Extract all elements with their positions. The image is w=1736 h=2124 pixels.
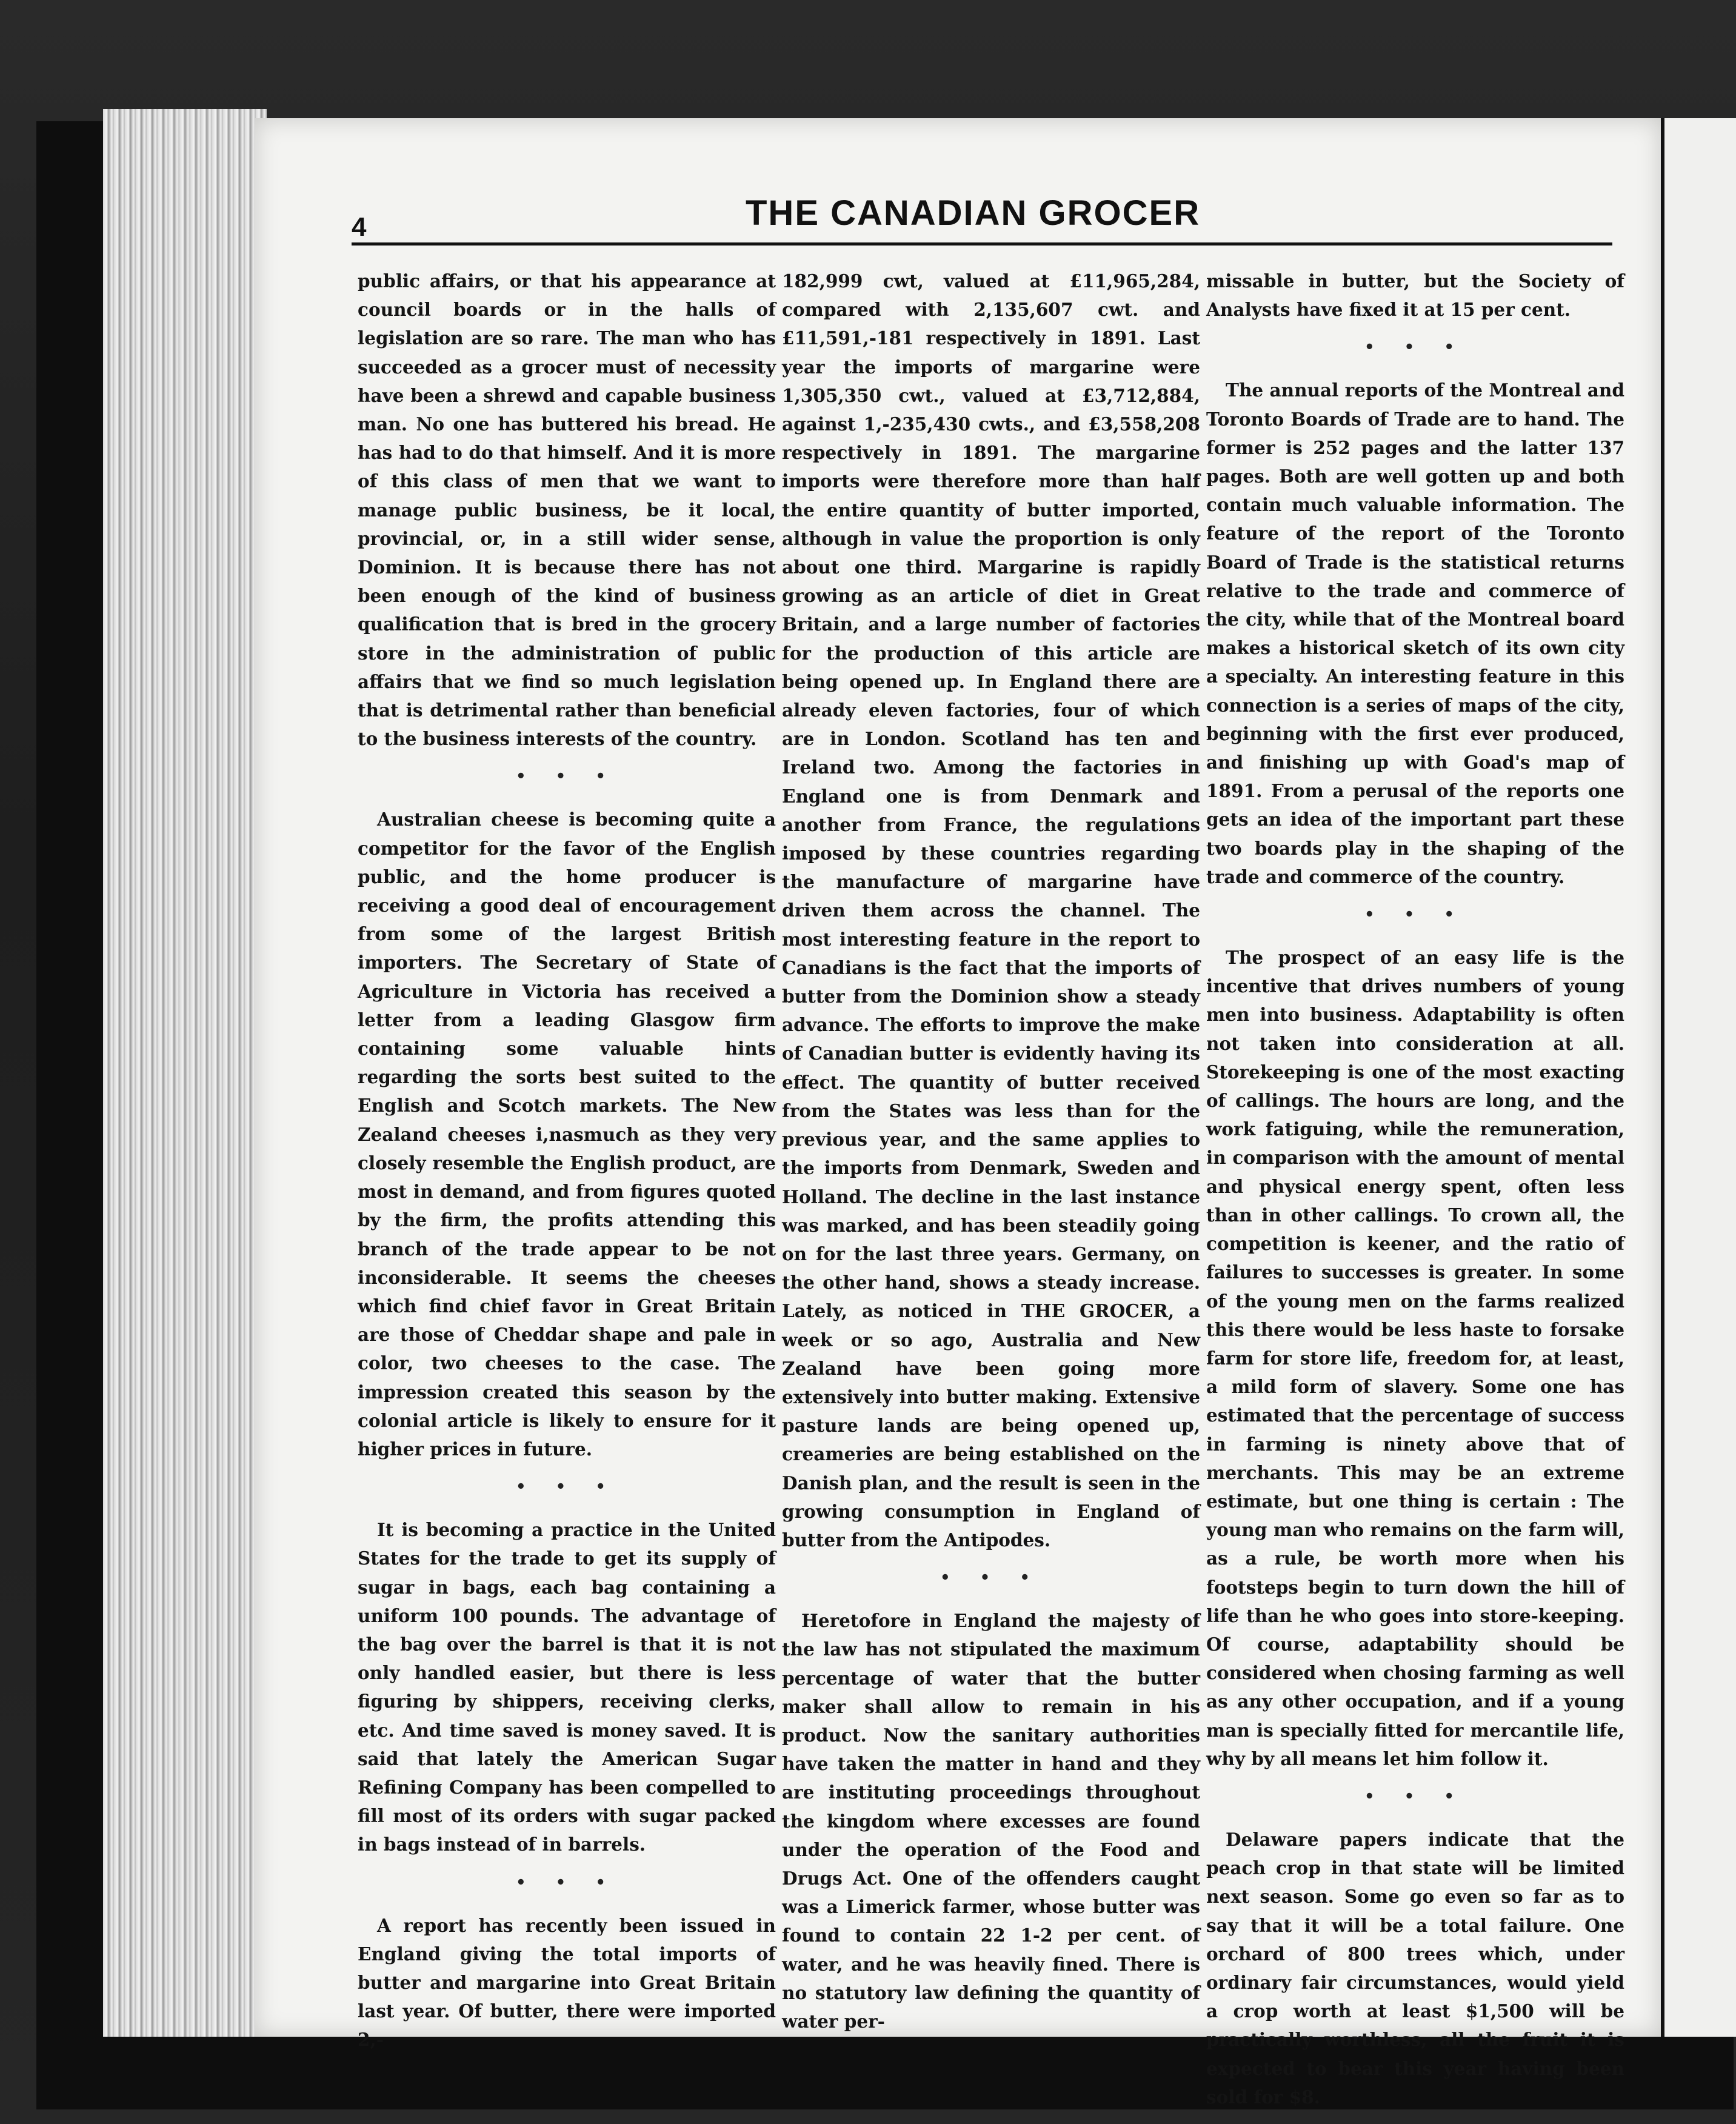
article-paragraph: The annual reports of the Montreal and Toronto Boards of Trade are to hand. The former is 252 pages and the latter 137 pages. Both are well gotten up and both contain much valuable information. The feature of the report of the Toronto Board of Trade is the statistical returns relative to the trade and commerce of the city, while that of the Montreal board makes a historical sketch of its own city a specialty. An interesting feature in this connection is a series of maps of the city, beginning with the first ever produced, and finishing up with Goad's map of 1891. From a perusal of the reports one gets an idea of the important part these two boards play in the shaping of the trade and commerce of the country. bbox=[1206, 379, 1624, 887]
section-separator: • • • bbox=[1364, 906, 1466, 924]
section-separator: • • • bbox=[516, 1478, 618, 1497]
section-separator: • • • bbox=[516, 767, 618, 786]
masthead-rule bbox=[352, 242, 1612, 245]
article-paragraph: missable in butter, but the Society of Analysts have fixed it at 15 per cent. bbox=[1206, 270, 1624, 321]
section-separator: • • • bbox=[940, 1569, 1042, 1588]
article-paragraph: Delaware papers indicate that the peach crop in that state will be limited next season. Some go even so far as to say that it will be a total failure. One orchard of 800 trees which, under ordinary fair circumstances, would yield a crop worth at least $1,500 will be practically worthless, all the fruit it is expected to bear this year having been sold for $8. bbox=[1206, 1828, 1624, 2108]
article-paragraph: Australian cheese is becoming quite a competitor for the favor of the English public, and the home producer is receiving a good deal of encouragement from some of the largest British importers. The Secretary of State of Agriculture in Victoria has received a letter from a leading Glasgow firm containing some valuable hints regarding the sorts best suited to the English and Scotch markets. The New Zealand cheeses i,nasmuch as they very closely resemble the English product, are most in demand, and from figures quoted by the firm, the profits attending this branch of the trade appear to be not inconsiderable. It seems the cheeses which find chief favor in Great Britain are those of Cheddar shape and pale in color, two cheeses to the case. The impression created this season by the colonial article is likely to ensure for it higher prices in future. bbox=[358, 809, 776, 1460]
article-column-1 bbox=[358, 267, 776, 2054]
article-paragraph: The prospect of an easy life is the incentive that drives numbers of young men into business. Adaptability is often not taken into consideration at all. Storekeeping is one of the most exacting of callings. The hours are long, and the work fatiguing, while the remuneration, in comparison with the amount of mental and physical energy spent, often less than in other callings. To crown all, the competition is keener, and the ratio of failures to successes is greater. In some of the young men on the farms realized this there would be less haste to forsake farm for store life, freedom for, at least, a mild form of slavery. Some one has estimated that the percentage of success in farming is ninety above that of merchants. This may be an extreme estimate, but one thing is certain : The young man who remains on the farm will, as a rule, be worth more when his footsteps begin to turn down the hill of life than he who goes into store-keeping. Of course, adaptability should be considered when chosing farming as well as any other occupation, and if a young man is specially fitted for mercantile life, why by all means let him follow it. bbox=[1206, 947, 1624, 1769]
article-paragraph: 182,999 cwt, valued at £11,965,284, compared with 2,135,607 cwt. and £11,591,-181 respectively in 1891. Last year the imports of margarine were 1,305,350 cwt., valued at £3,712,884, against 1,-235,430 cwts., and £3,558,208 respectively in 1891. The margarine imports were therefore more than half the entire quantity of butter imported, although in value the proportion is only about one third. Margarine is rapidly growing as an article of diet in Great Britain, and a large number of factories for the production of this article are being opened up. In England there are already eleven factories, four of which are in London. Scotland has ten and Ireland two. Among the factories in England one is from Denmark and another from France, the regulations imposed by these countries regarding the manufacture of margarine have driven them across the channel. The most interesting feature in the report to Canadians is the fact that the imports of butter from the Dominion show a steady advance. The efforts to improve the make of Canadian butter is evidently having its effect. The quantity of butter received from the States was less than for the previous year, and the same applies to the imports from Denmark, Sweden and Holland. The decline in the last instance was marked, and has been steadily going on for the last three years. Germany, on the other hand, shows a steady increase. Lately, as noticed in THE GROCER, a week or so ago, Australia and New Zealand have been going more extensively into butter making. Extensive pasture lands are being opened up, creameries are being established on the Danish plan, and the result is seen in the growing consumption in England of butter from the Antipodes. bbox=[782, 270, 1200, 1551]
facing-page-edge bbox=[1661, 118, 1736, 2037]
article-column-3 bbox=[1206, 267, 1624, 2111]
masthead-title: THE CANADIAN GROCER bbox=[746, 193, 1201, 233]
article-paragraph: public affairs, or that his appearance at council boards or in the halls of legislation are so rare. The man who has succeeded as a grocer must of necessity have been a shrewd and capable business man. No one has buttered his bread. He has had to do that himself. And it is more of this class of men that we want to manage public business, be it local, provincial, or, in a still wider sense, Dominion. It is because there has not been enough of the kind of business qualification that is bred in the grocery store in the administration of public affairs that we find so much legislation that is detrimental rather than beneficial to the business interests of the country. bbox=[358, 270, 776, 750]
article-paragraph: Heretofore in England the majesty of the law has not stipulated the maximum percentage of water that the butter maker shall allow to remain in his product. Now the sanitary authorities have taken the matter in hand and they are instituting proceedings throughout the kingdom where excesses are found under the operation of the Food and Drugs Act. One of the offenders caught was a Limerick farmer, whose butter was found to contain 22 1-2 per cent. of water, and he was heavily fined. There is no statutory law defining the quantity of water per- bbox=[782, 1610, 1200, 2032]
page-edges bbox=[103, 109, 267, 2037]
article-paragraph: It is becoming a practice in the United States for the trade to get its supply of sugar in bags, each bag containing a uniform 100 pounds. The advantage of the bag over the barrel is that it is not only handled easier, but there is less figuring by shippers, receiving clerks, etc. And time saved is money saved. It is said that lately the American Sugar Refining Company has been compelled to fill most of its orders with sugar packed in bags instead of in barrels. bbox=[358, 1519, 776, 1855]
article-paragraph: A report has recently been issued in England giving the total imports of butter and margarine into Great Britain last year. Of butter, there were imported 2,- bbox=[358, 1914, 776, 2051]
section-separator: • • • bbox=[516, 1873, 618, 1892]
section-separator: • • • bbox=[1364, 1787, 1466, 1806]
page-number: 4 bbox=[352, 212, 367, 242]
article-column-2 bbox=[782, 267, 1200, 2036]
section-separator: • • • bbox=[1364, 338, 1466, 357]
